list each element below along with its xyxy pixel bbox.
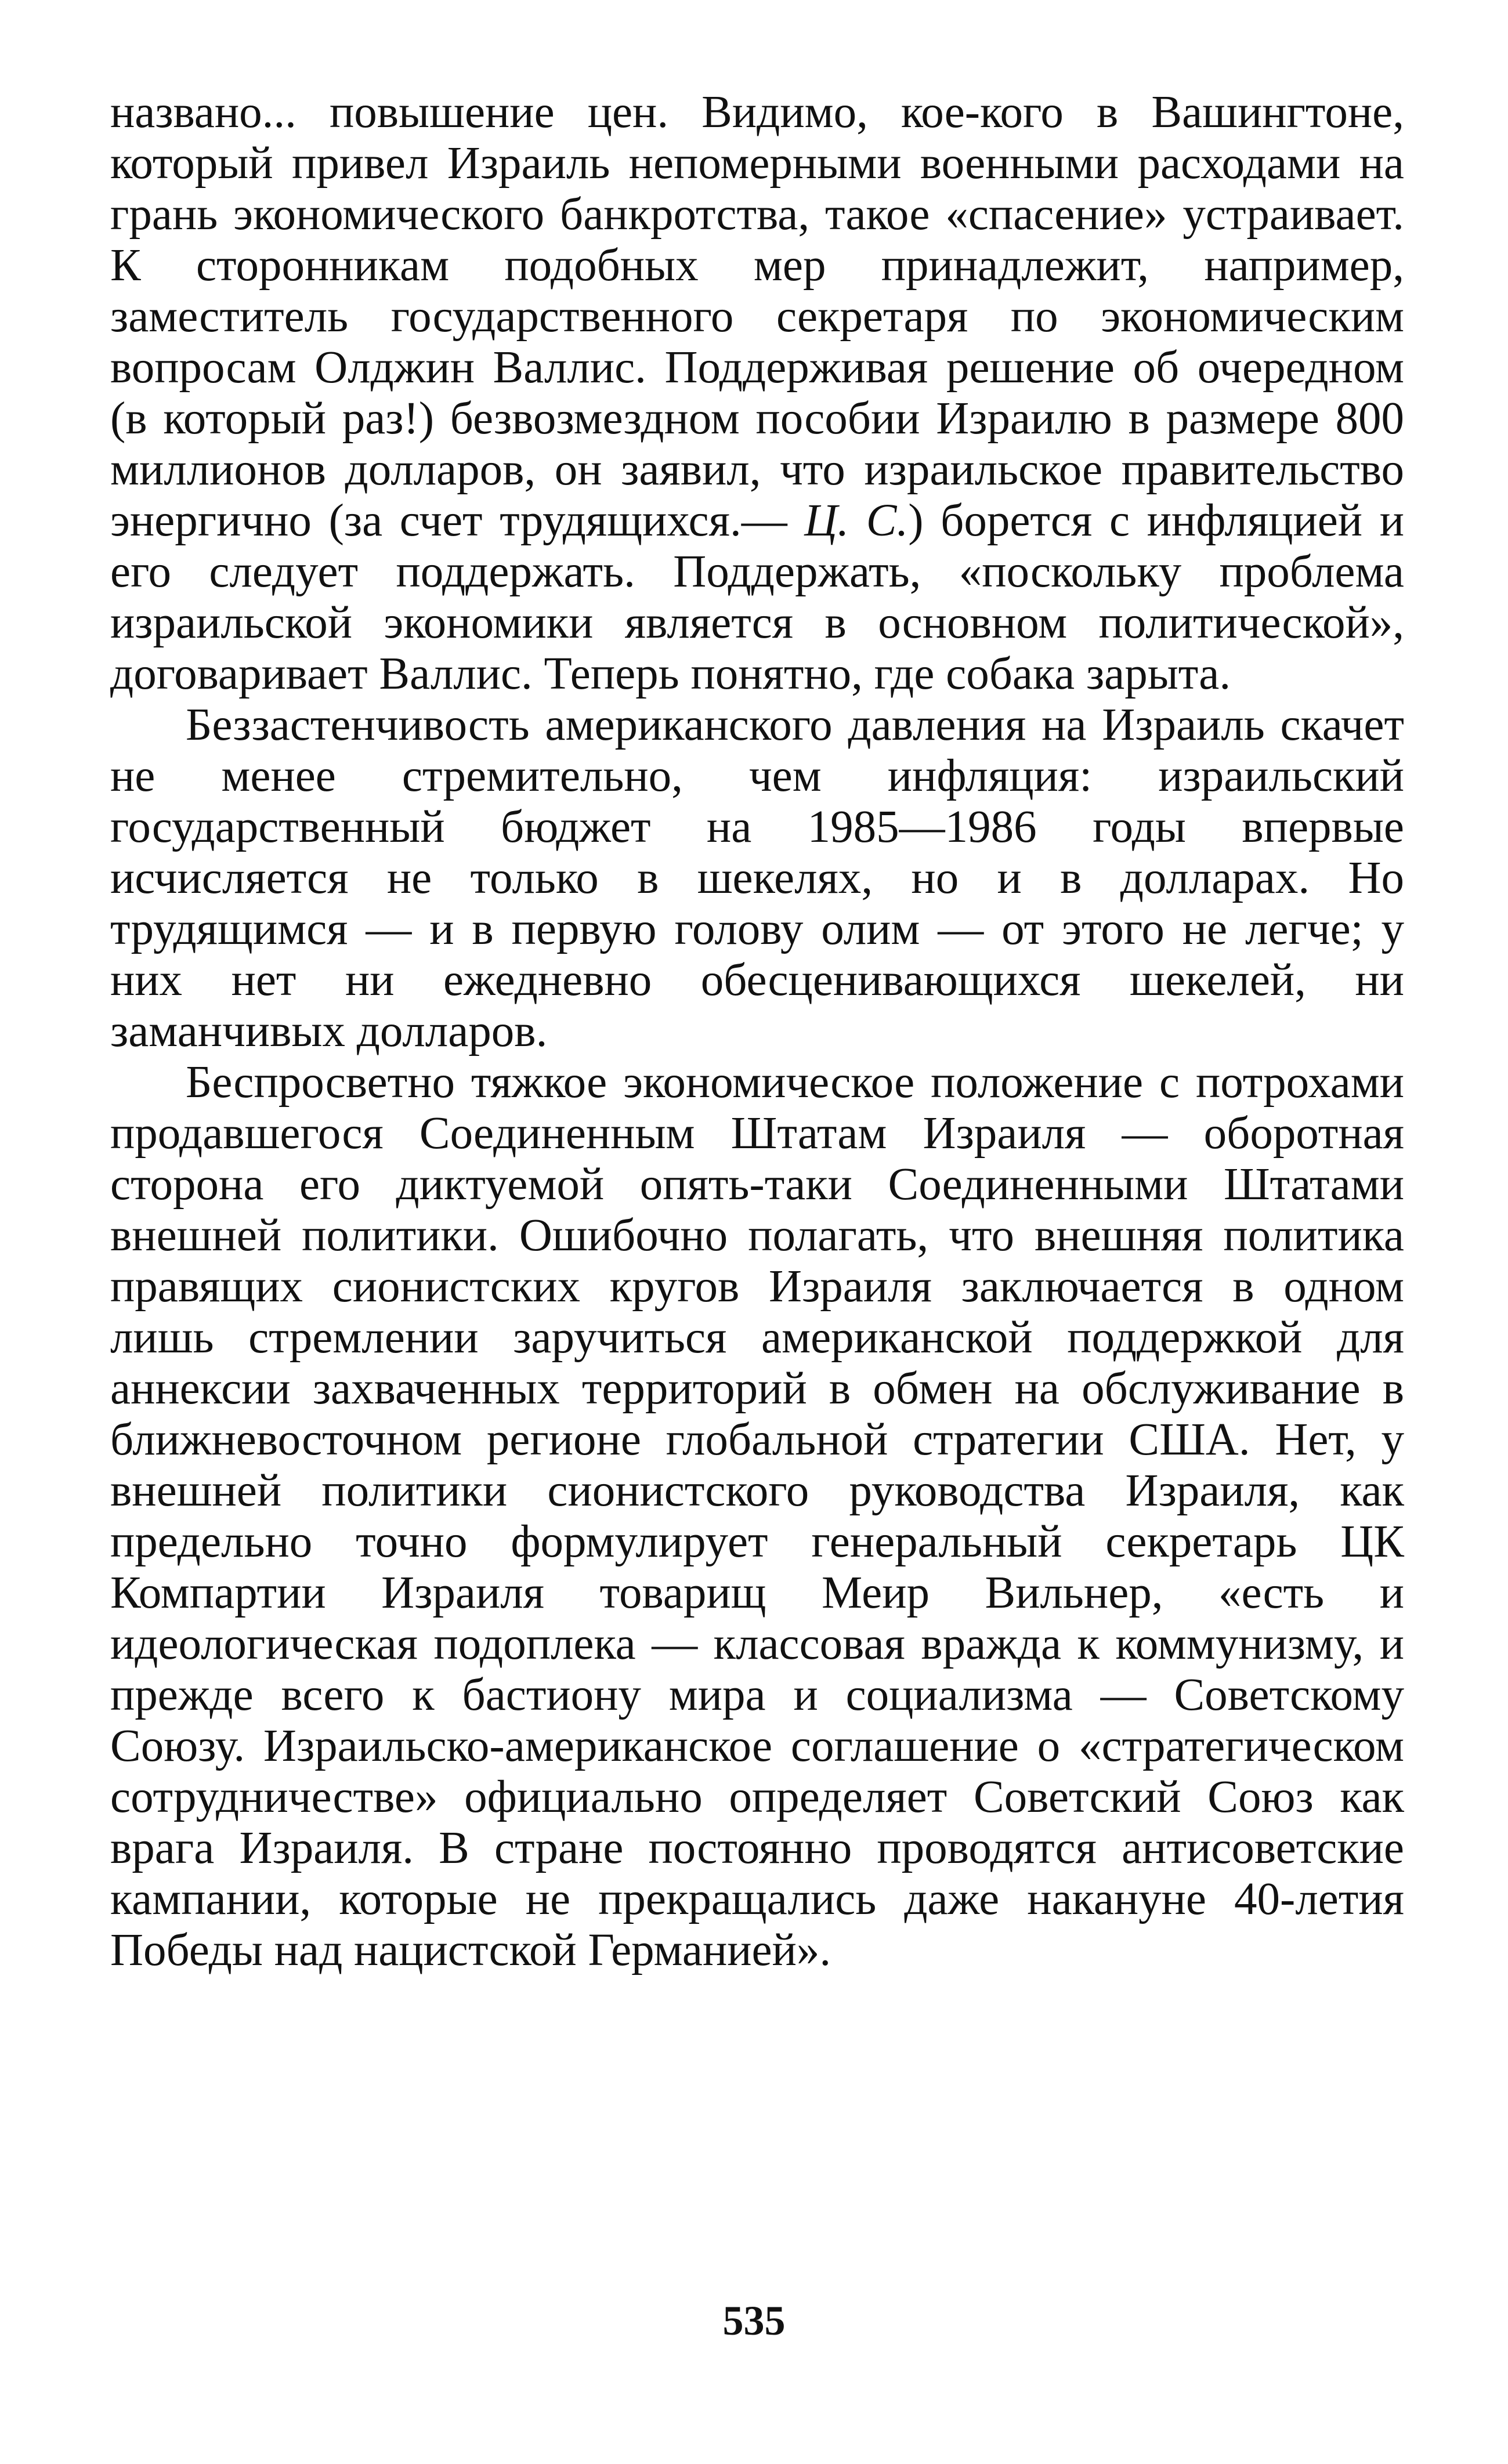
page-number: 535 <box>722 2297 786 2344</box>
paragraph-1-text-start: названо... повышение цен. Видимо, кое-кого в Вашингтоне, который привел Израиль непомерными военными расходами на грань экономического банкротства, такое «спасение» устраивает. К сторонникам подобных мер принадлежит, например, заместитель государственного секретаря по экономическим вопросам Олджин Валлис. Поддерживая решение об очередном (в который раз!) безвозмездном пособии Израилю в размере 800 миллионов долларов, он заявил, что израильское правительство энергично (за счет трудящихся.— <box>110 87 1404 546</box>
author-initials: Ц. С. <box>804 495 909 546</box>
paragraph-1-text-end: ) борется с инфляцией и его следует поддержать. Поддержать, «поскольку проблема израильской экономики является в основном политической», договаривает Валлис. Теперь понятно, где собака зарыта. <box>110 495 1404 699</box>
paragraph-3: Беспросветно тяжкое экономическое положение с потрохами продавшегося Соединенным Штатам Израиля — оборотная сторона его диктуемой опять-таки Соединенными Штатами внешней политики. Ошибочно полагать, что внешняя политика правящих сионистских кругов Израиля заключается в одном лишь стремлении заручиться американской поддержкой для аннексии захваченных территорий в обмен на обслуживание в ближневосточном регионе глобальной стратегии США. Нет, у внешней политики сионистского руководства Израиля, как предельно точно формулирует генеральный секретарь ЦК Компартии Израиля товарищ Меир Вильнер, «есть и идеологическая подоплека — классовая вражда к коммунизму, и прежде всего к бастиону мира и социализма — Советскому Союзу. Израильско-американское соглашение о «стратегическом сотрудничестве» официально определяет Советский Союз как врага Израиля. В стране постоянно проводятся антисоветские кампании, которые не прекращались даже накануне 40-летия Победы над нацистской Германией». <box>110 1057 1404 1975</box>
paragraph-2: Беззастенчивость американского давления на Израиль скачет не менее стремительно, чем инфляция: израильский государственный бюджет на 1985—1986 годы впервые исчисляется не только в шекелях, но и в долларах. Но трудящимся — и в первую голову олим — от этого не легче; у них нет ни ежедневно обесценивающихся шекелей, ни заманчивых долларов. <box>110 700 1404 1056</box>
paragraph-1 <box>110 87 1404 700</box>
document-body <box>110 87 1404 1976</box>
